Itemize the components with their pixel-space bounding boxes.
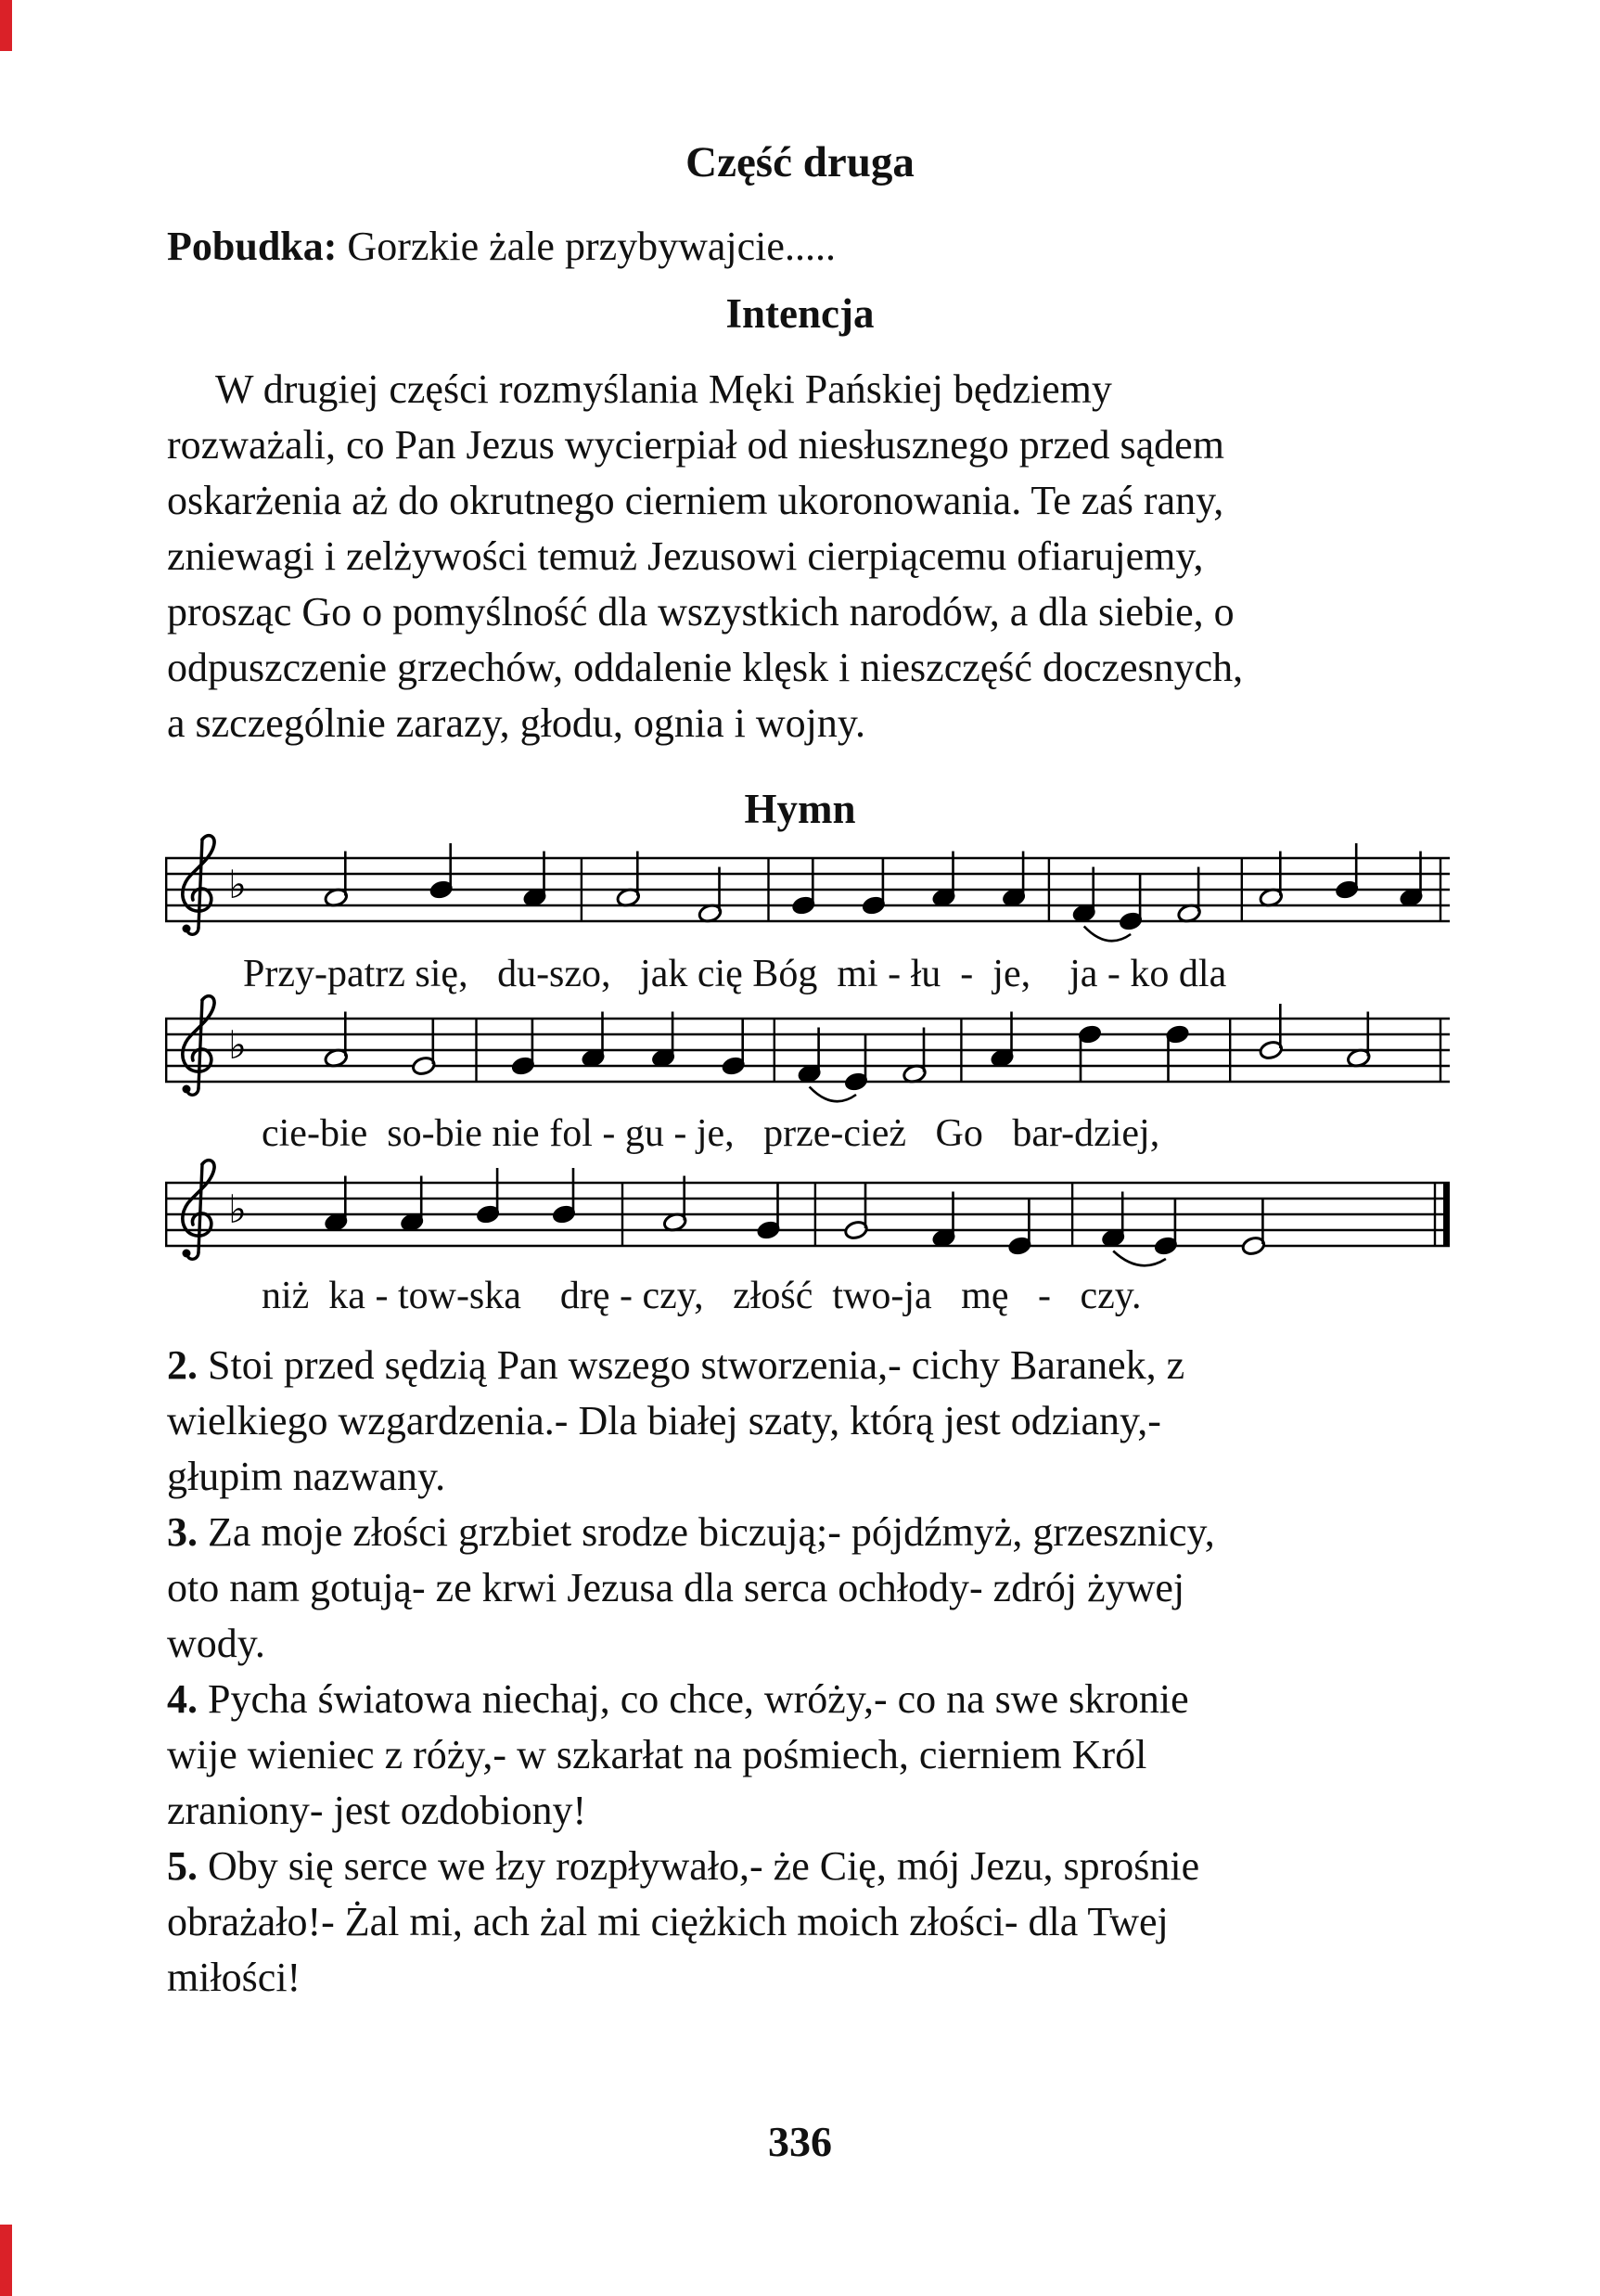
verse-number: 2. bbox=[167, 1342, 198, 1388]
flat-sign: ♭ bbox=[228, 1022, 247, 1068]
paragraph-line: oskarżenia aż do okrutnego cierniem ukoronowania. Te zaś rany, bbox=[167, 478, 1224, 523]
paragraph-line: W drugiej części rozmyślania Męki Pańskiej będziemy bbox=[215, 366, 1112, 412]
verse-line: obrażało!- Żal mi, ach żal mi ciężkich moich złości- dla Twej bbox=[167, 1899, 1169, 1944]
paragraph-line: a szczególnie zarazy, głodu, ognia i wojny. bbox=[167, 700, 866, 746]
intencja-heading: Intencja bbox=[725, 290, 875, 337]
verses-block bbox=[167, 1338, 1466, 2006]
hymn-heading: Hymn bbox=[744, 786, 856, 832]
flat-sign: ♭ bbox=[228, 1186, 247, 1232]
verse-number: 3. bbox=[167, 1509, 198, 1555]
verse-line bbox=[167, 1505, 1466, 1560]
scan-edge-mark-top bbox=[0, 0, 12, 51]
verse-line: głupim nazwany. bbox=[167, 1454, 446, 1499]
verse-line bbox=[167, 1839, 1466, 1894]
intencja-paragraph bbox=[167, 362, 1414, 751]
verse-line: wielkiego wzgardzenia.- Dla białej szaty, którą jest odziany,- bbox=[167, 1398, 1161, 1443]
verse-text: Za moje złości grzbiet srodze biczują;- pójdźmyż, grzesznicy, bbox=[198, 1509, 1215, 1555]
verse-line: oto nam gotują- ze krwi Jezusa dla serca ochłody- zdrój żywej bbox=[167, 1565, 1185, 1610]
paragraph-line: rozważali, co Pan Jezus wycierpiał od niesłusznego przed sądem bbox=[167, 422, 1224, 468]
verse-line bbox=[167, 1672, 1466, 1727]
verse-line: miłości! bbox=[167, 1955, 301, 2000]
verse-text: Pycha światowa niechaj, co chce, wróży,- co na swe skronie bbox=[198, 1676, 1189, 1722]
verse-number: 5. bbox=[167, 1843, 198, 1889]
pobudka-text: Gorzkie żale przybywajcie..... bbox=[337, 224, 836, 269]
verse-line bbox=[167, 1338, 1466, 1393]
verse-line: zraniony- jest ozdobiony! bbox=[167, 1788, 587, 1833]
hymn-lyrics-line-1: Przy-patrz się, du-szo, jak cię Bóg mi - łu - je, ja - ko dla bbox=[243, 953, 1227, 995]
paragraph-line: prosząc Go o pomyślność dla wszystkich narodów, a dla siebie, o bbox=[167, 589, 1235, 635]
paragraph-line: odpuszczenie grzechów, oddalenie klęsk i nieszczęść doczesnych, bbox=[167, 645, 1244, 690]
pobudka-line bbox=[167, 223, 836, 270]
page-number: 336 bbox=[768, 2118, 832, 2165]
verse-line: wody. bbox=[167, 1621, 265, 1666]
verse-text: Oby się serce we łzy rozpływało,- że Cię, mój Jezu, sprośnie bbox=[198, 1843, 1200, 1889]
verse-line: wije wieniec z róży,- w szkarłat na pośmiech, cierniem Król bbox=[167, 1732, 1147, 1777]
hymn-lyrics-line-3: niż ka - tow-ska drę - czy, złość two-ja mę - czy. bbox=[262, 1275, 1142, 1317]
pobudka-label: Pobudka: bbox=[167, 224, 338, 269]
paragraph-line: zniewagi i zelżywości temuż Jezusowi cierpiącemu ofiarujemy, bbox=[167, 533, 1204, 579]
hymn-lyrics-line-2: cie-bie so-bie nie fol - gu - je, prze-cież Go bar-dziej, bbox=[262, 1112, 1160, 1155]
section-title: Część druga bbox=[685, 138, 915, 186]
scan-edge-mark-bottom bbox=[0, 2225, 12, 2296]
flat-sign: ♭ bbox=[228, 862, 247, 907]
verse-text: Stoi przed sędzią Pan wszego stworzenia,- cichy Baranek, z bbox=[198, 1342, 1185, 1388]
verse-number: 4. bbox=[167, 1676, 198, 1722]
